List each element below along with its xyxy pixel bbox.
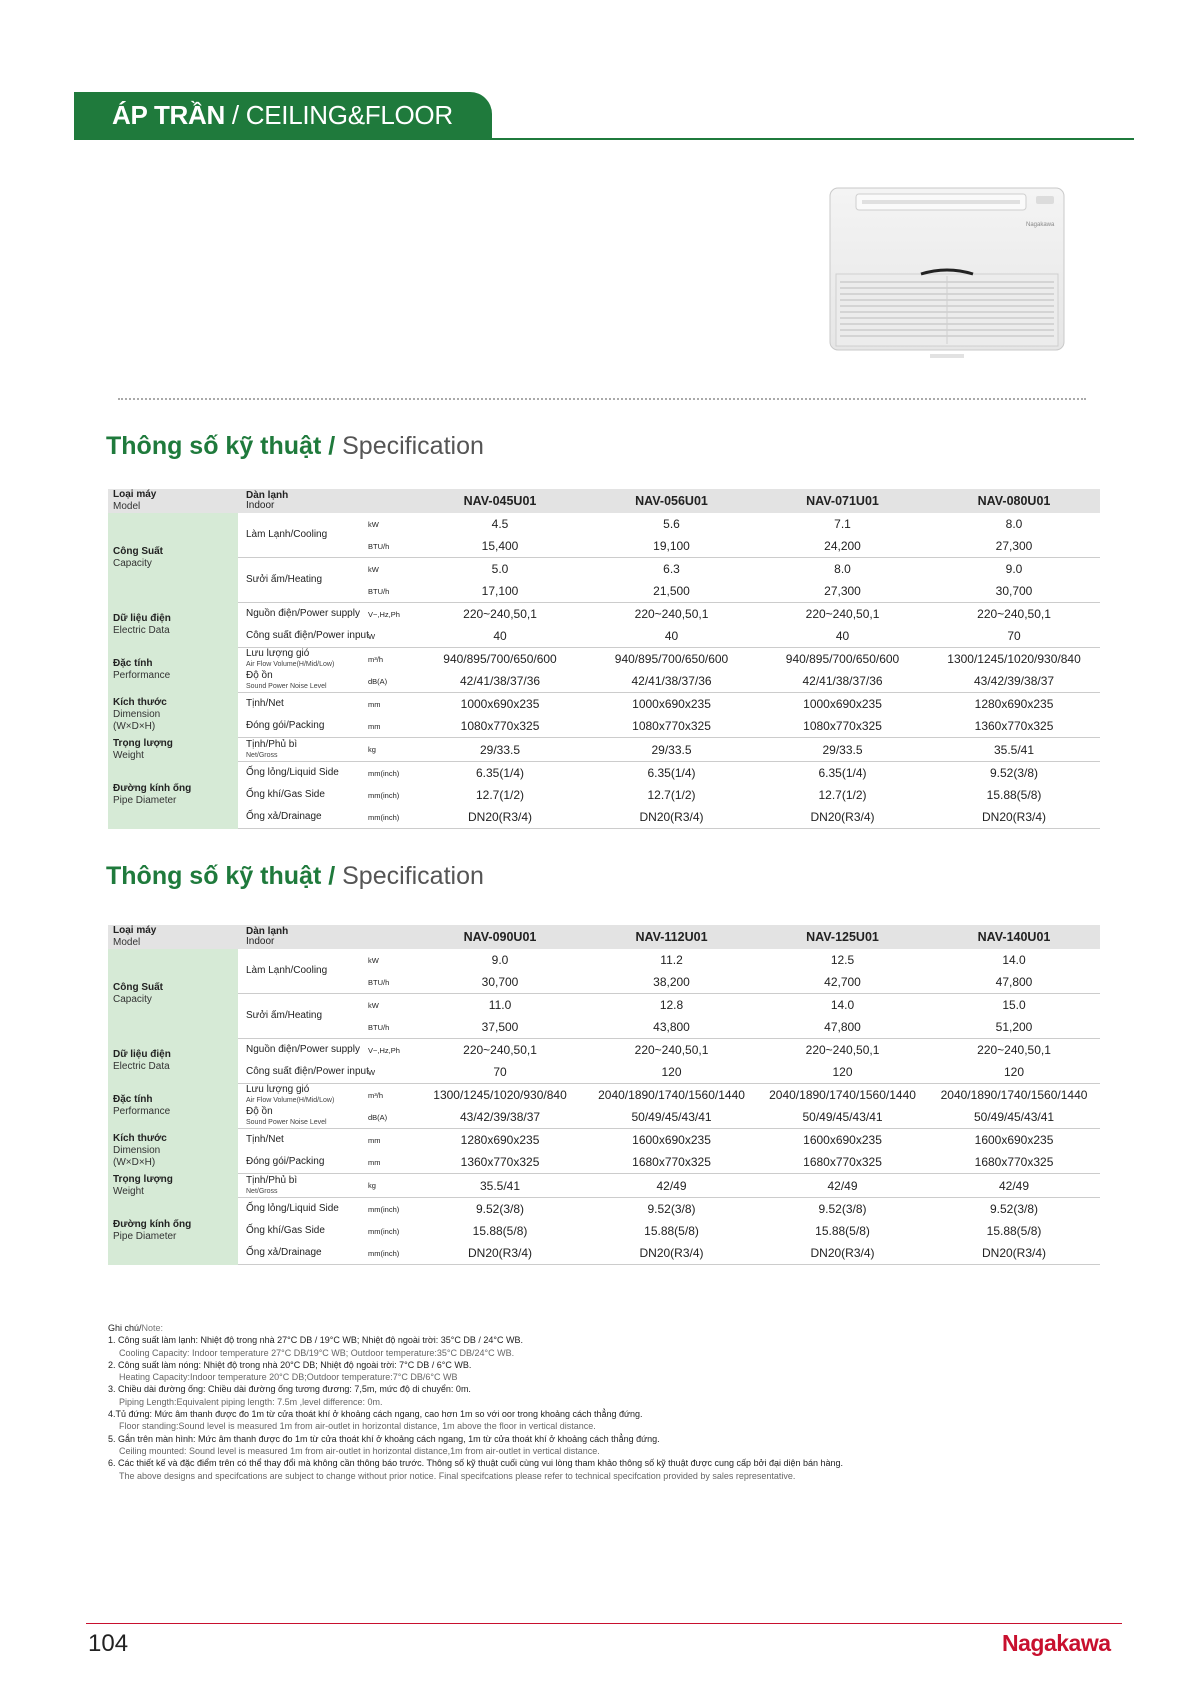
noise-label-en: Sound Power Noise Level — [246, 1119, 327, 1126]
page-number: 104 — [88, 1630, 129, 1657]
notes-heading-vn: Ghi chú/ — [108, 1323, 142, 1333]
airflow-value: 940/895/700/650/600 — [757, 648, 928, 671]
noise-label — [238, 670, 364, 693]
power-supply-value: 220~240,50,1 — [586, 603, 757, 626]
weight-label — [108, 1174, 238, 1198]
weight-value: 29/33.5 — [414, 738, 586, 762]
section-banner — [74, 92, 492, 140]
notes-list — [108, 1334, 1108, 1482]
power-input-value: 70 — [493, 1065, 507, 1079]
noise-value: 43/42/39/38/37 — [459, 1110, 541, 1124]
cooling-kw-value: 7.1 — [834, 517, 851, 531]
netgross-label-vn: Tịnh/Phủ bì — [246, 738, 298, 750]
cooling-btu-value: 27,300 — [995, 539, 1033, 553]
weight-label — [108, 738, 238, 762]
netgross-label-en: Net/Gross — [246, 751, 278, 759]
unit-m3h: m³/h — [364, 1084, 414, 1107]
power-input-value: 120 — [1004, 1065, 1025, 1079]
spec-title-sep: / — [321, 432, 343, 460]
cooling-label: Làm Lạnh/Cooling — [246, 529, 328, 540]
power-input-value: 120 — [832, 1065, 853, 1079]
weight-value: 42/49 — [586, 1174, 757, 1198]
group-label-en: Electric Data — [113, 1061, 170, 1072]
airflow-label-vn: Lưu lượng gió — [246, 648, 310, 659]
dim-pack-value: 1680x770x325 — [803, 1155, 882, 1169]
drain-value: DN20(R3/4) — [928, 1242, 1100, 1265]
unit-vhzph: V~,Hz,Ph — [364, 603, 414, 626]
dim-net-value: 1280x690x235 — [414, 1129, 586, 1152]
model-name: NAV-045U01 — [414, 489, 586, 513]
airflow-value: 1300/1245/1020/930/840 — [414, 1084, 586, 1107]
model-name: NAV-056U01 — [586, 489, 757, 513]
gas-label: Ống khí/Gas Side — [246, 1225, 325, 1236]
unit-w: W — [368, 1067, 376, 1077]
table-row-model — [108, 925, 1100, 949]
unit-w: W — [368, 631, 376, 641]
airflow-value: 940/895/700/650/600 — [586, 648, 757, 671]
power-supply-value: 220~240,50,1 — [928, 603, 1100, 626]
cooling-btu-value: 42,700 — [824, 975, 861, 989]
weight-value: 29/33.5 — [757, 738, 928, 762]
group-label-en: Performance — [113, 670, 171, 681]
table-row-drain — [108, 1242, 1100, 1265]
table-row-heating-kw — [108, 558, 1100, 581]
airflow-label-en: Air Flow Volume(H/Mid/Low) — [246, 661, 335, 668]
spec-table-2 — [108, 925, 1100, 1265]
cooling-kw-value: 5.6 — [663, 517, 680, 531]
cooling-btu-value: 38,200 — [653, 975, 690, 989]
unit-kw: kW — [368, 955, 379, 965]
unit-mm: mm — [364, 693, 414, 716]
heating-btu-value: 43,800 — [653, 1020, 690, 1034]
heating-kw-value: 11.0 — [414, 994, 586, 1017]
table-row-gas — [108, 1220, 1100, 1242]
drain-value: DN20(R3/4) — [414, 1242, 586, 1265]
note-vn: 1. Công suất làm lạnh: Nhiệt độ trong nhà 27°C DB / 19°C WB; Nhiệt độ ngoài trời: 35°C DB / 24°C WB. — [108, 1335, 523, 1346]
banner-underline — [74, 138, 1134, 140]
airflow-value: 2040/1890/1740/1560/1440 — [757, 1084, 928, 1107]
heating-kw-value: 5.0 — [414, 558, 586, 581]
dimension-label — [108, 693, 238, 738]
drain-value: DN20(R3/4) — [414, 806, 586, 829]
dim-net-value: 1000x690x235 — [586, 693, 757, 716]
table-row-dim-net — [108, 693, 1100, 716]
table-row-liquid — [108, 1198, 1100, 1221]
group-label-vn: Kích thước — [113, 1133, 167, 1144]
unit-dba: dB(A) — [368, 676, 388, 686]
pipe-label — [108, 762, 238, 829]
liquid-value: 9.52(3/8) — [928, 762, 1100, 785]
spec-title-vn: Thông số kỹ thuật — [106, 862, 322, 890]
unit-btuh: BTU/h — [368, 1022, 390, 1032]
unit-kg: kg — [364, 1174, 414, 1198]
power-input-value: 40 — [835, 629, 850, 643]
airflow-value: 1300/1245/1020/930/840 — [928, 648, 1100, 671]
power-input-value: 120 — [661, 1065, 682, 1079]
unit-dba: dB(A) — [368, 1112, 388, 1122]
ceiling-floor-unit-image — [826, 184, 1068, 364]
noise-label-vn: Độ ồn — [246, 1106, 273, 1117]
power-supply-value: 220~240,50,1 — [757, 603, 928, 626]
group-label-vn: Đặc tính — [113, 658, 153, 669]
noise-value: 50/49/45/43/41 — [973, 1110, 1055, 1124]
drain-label: Ống xả/Drainage — [238, 806, 364, 829]
model-name: NAV-071U01 — [757, 489, 928, 513]
table-row-heating-kw — [108, 994, 1100, 1017]
dim-pack-value: 1080x770x325 — [632, 719, 711, 733]
weight-value: 35.5/41 — [928, 738, 1100, 762]
gas-value: 15.88(5/8) — [986, 788, 1042, 802]
note-vn: 5. Gắn trên màn hình: Mức âm thanh được đo 1m từ cửa thoát khí ở khoảng cách ngang, 1m từ cửa thoát khí ở khoảng cách thẳng đứng. — [108, 1433, 660, 1444]
unit-mm: mm — [364, 1129, 414, 1152]
power-supply-value: 220~240,50,1 — [414, 603, 586, 626]
group-label-en: Electric Data — [113, 625, 170, 636]
indoor-label-vn: Dàn lạnh — [246, 490, 289, 501]
spec-title-vn: Thông số kỹ thuật — [106, 432, 322, 460]
note-vn: 3. Chiều dài đường ống: Chiều dài đường ống tương đương: 7,5m, mức độ di chuyển: 0m. — [108, 1384, 471, 1395]
net-label: Tịnh/Net — [238, 1129, 364, 1152]
airflow-value: 940/895/700/650/600 — [414, 648, 586, 671]
power-input-label: Công suất điện/Power input — [246, 630, 369, 641]
spec-title-1 — [106, 432, 484, 461]
power-supply-value: 220~240,50,1 — [586, 1039, 757, 1062]
weight-value: 42/49 — [928, 1174, 1100, 1198]
unit-mminch: mm(inch) — [364, 1242, 414, 1265]
dim-net-value: 1600x690x235 — [586, 1129, 757, 1152]
heating-kw-value: 6.3 — [586, 558, 757, 581]
airflow-label-en: Air Flow Volume(H/Mid/Low) — [246, 1097, 335, 1104]
cooling-kw-value: 11.2 — [660, 953, 683, 967]
notes-heading-en: Note: — [141, 1323, 164, 1333]
unit-mminch: mm(inch) — [364, 806, 414, 829]
group-label-en: Dimension — [113, 1145, 161, 1156]
group-label-vn: Trọng lượng — [113, 1173, 173, 1185]
power-input-label: Công suất điện/Power input — [246, 1066, 369, 1077]
noise-value: 50/49/45/43/41 — [631, 1110, 712, 1124]
unit-kw: kW — [364, 994, 414, 1017]
power-input-value: 40 — [664, 629, 679, 643]
spec-title-en: Specification — [342, 862, 484, 890]
group-label-en: Model — [113, 937, 141, 948]
heating-btu-value: 47,800 — [824, 1020, 861, 1034]
liquid-label: Ống lỏng/Liquid Side — [238, 1198, 364, 1221]
drain-label: Ống xả/Drainage — [238, 1242, 364, 1265]
heating-kw-value: 8.0 — [757, 558, 928, 581]
liquid-label: Ống lỏng/Liquid Side — [238, 762, 364, 785]
drain-value: DN20(R3/4) — [586, 806, 757, 829]
electric-label — [108, 603, 238, 648]
table-row-gas — [108, 784, 1100, 806]
note-en: The above designs and specifcations are subject to change without prior notice. Final specifcations please refer to technical specifcation provided by sales representative. — [119, 1470, 796, 1481]
model-name: NAV-112U01 — [586, 925, 757, 949]
cooling-kw-value: 4.5 — [491, 517, 509, 531]
unit-mminch: mm(inch) — [364, 1198, 414, 1221]
section-title — [112, 100, 453, 131]
group-label-vn: Kích thước — [113, 697, 167, 708]
unit-brand-label: Nagakawa — [1026, 222, 1055, 228]
cooling-kw-value: 14.0 — [1002, 953, 1026, 967]
group-label-vn: Trọng lượng — [113, 737, 173, 749]
note-vn: 6. Các thiết kế và đặc điểm trên có thể thay đổi mà không cần thông báo trước. Thông số kỹ thuật cuối cùng vui lòng tham khảo thông số kỹ thuật được cung cấp bởi đại diện bán hàng. — [108, 1458, 844, 1469]
gas-value: 15.88(5/8) — [815, 1224, 870, 1238]
dim-net-value: 1280x690x235 — [928, 693, 1100, 716]
spec-title-en: Specification — [342, 432, 484, 460]
power-supply-label: Nguồn điện/Power supply — [238, 603, 364, 626]
group-label-en: Pipe Diameter — [113, 1231, 177, 1242]
power-supply-value: 220~240,50,1 — [757, 1039, 928, 1062]
heating-kw-value: 15.0 — [928, 994, 1100, 1017]
table-row-model — [108, 489, 1100, 513]
indoor-label — [238, 925, 414, 949]
note-vn: 4.Tủ đứng: Mức âm thanh được đo 1m từ cửa thoát khí ở khoảng cách ngang, cao hơn 1m so với oor trong khoảng cách thẳng đứng. — [108, 1409, 643, 1420]
noise-value: 42/41/38/37/36 — [631, 674, 712, 688]
table-row-noise — [108, 670, 1100, 693]
weight-value: 42/49 — [757, 1174, 928, 1198]
table-row-dim-pack — [108, 1151, 1100, 1174]
dim-pack-value: 1360x770x325 — [460, 1155, 540, 1169]
dimension-wdh: (W×D×H) — [113, 721, 156, 732]
table-row-liquid — [108, 762, 1100, 785]
table-row-cooling-kw — [108, 513, 1100, 535]
packing-label: Đóng gói/Packing — [246, 1156, 325, 1167]
table-row-power-input — [108, 1061, 1100, 1084]
notes-heading — [108, 1322, 1108, 1334]
spec-title-sep: / — [321, 862, 343, 890]
unit-mm: mm — [368, 1157, 381, 1167]
table-row-airflow — [108, 648, 1100, 671]
cooling-btu-value: 19,100 — [653, 539, 690, 553]
unit-kw: kW — [368, 519, 379, 529]
dim-net-value: 1600x690x235 — [757, 1129, 928, 1152]
power-input-value: 70 — [1007, 629, 1021, 643]
netgross-label-en: Net/Gross — [246, 1187, 278, 1195]
model-label — [108, 489, 238, 513]
unit-vhzph: V~,Hz,Ph — [364, 1039, 414, 1062]
dim-pack-value: 1680x770x325 — [974, 1155, 1054, 1169]
group-label-vn: Dữ liệu điện — [113, 613, 171, 624]
group-label-vn: Công Suất — [113, 545, 163, 557]
table-row-dim-net — [108, 1129, 1100, 1152]
unit-mminch: mm(inch) — [364, 762, 414, 785]
noise-label-en: Sound Power Noise Level — [246, 683, 327, 690]
table-row-cooling-kw — [108, 949, 1100, 971]
dim-pack-value: 1360x770x325 — [974, 719, 1054, 733]
unit-mm: mm — [368, 721, 381, 731]
dim-pack-value: 1680x770x325 — [632, 1155, 711, 1169]
cooling-kw-value: 8.0 — [1005, 517, 1023, 531]
indoor-label-en: Indoor — [246, 936, 275, 947]
heating-btu-value: 51,200 — [995, 1020, 1033, 1034]
liquid-value: 9.52(3/8) — [586, 1198, 757, 1221]
model-name: NAV-080U01 — [928, 489, 1100, 513]
electric-label — [108, 1039, 238, 1084]
power-supply-value: 220~240,50,1 — [928, 1039, 1100, 1062]
cooling-label: Làm Lạnh/Cooling — [246, 965, 328, 976]
gas-label: Ống khí/Gas Side — [246, 789, 325, 800]
table-row-drain — [108, 806, 1100, 829]
netgross-label — [238, 1174, 364, 1198]
dimension-wdh: (W×D×H) — [113, 1157, 156, 1168]
unit-m3h: m³/h — [364, 648, 414, 671]
cooling-kw-value: 9.0 — [491, 953, 509, 967]
net-label: Tịnh/Net — [238, 693, 364, 716]
group-label-vn: Dữ liệu điện — [113, 1049, 171, 1060]
table-row-weight — [108, 1174, 1100, 1198]
heating-label: Sưởi ấm/Heating — [238, 994, 364, 1039]
capacity-label — [108, 513, 238, 603]
note-en: Cooling Capacity: Indoor temperature 27°C DB/19°C WB; Outdoor temperature:35°C DB/24°C WB. — [119, 1347, 515, 1358]
power-supply-value: 220~240,50,1 — [414, 1039, 586, 1062]
airflow-label — [238, 1084, 364, 1107]
note-vn: 2. Công suất làm nóng: Nhiệt độ trong nhà 20°C DB; Nhiệt độ ngoài trời: 7°C DB / 6°C WB. — [108, 1359, 472, 1370]
noise-value: 50/49/45/43/41 — [802, 1110, 883, 1124]
table-row-noise — [108, 1106, 1100, 1129]
notes-block — [108, 1322, 1108, 1482]
heating-btu-value: 17,100 — [481, 584, 519, 598]
indoor-label-en: Indoor — [246, 500, 275, 511]
liquid-value: 9.52(3/8) — [757, 1198, 928, 1221]
group-label-en: Pipe Diameter — [113, 795, 177, 806]
table-row-power-supply — [108, 603, 1100, 626]
gas-value: 12.7(1/2) — [647, 788, 696, 802]
dim-pack-value: 1080x770x325 — [460, 719, 540, 733]
gas-value: 15.88(5/8) — [472, 1224, 528, 1238]
noise-label — [238, 1106, 364, 1129]
unit-kw: kW — [364, 558, 414, 581]
cooling-btu-value: 30,700 — [481, 975, 519, 989]
table-row-weight — [108, 738, 1100, 762]
cooling-btu-value: 15,400 — [481, 539, 519, 553]
note-en: Heating Capacity:Indoor temperature 20°C DB;Outdoor temperature:7°C DB/6°C WB — [119, 1372, 458, 1383]
group-label-en: Capacity — [113, 557, 152, 569]
heating-btu-value: 21,500 — [653, 584, 690, 598]
power-input-value: 40 — [493, 629, 507, 643]
weight-value: 35.5/41 — [414, 1174, 586, 1198]
section-title-en: CEILING&FLOOR — [245, 100, 453, 130]
cooling-btu-value: 47,800 — [995, 975, 1033, 989]
liquid-value: 9.52(3/8) — [414, 1198, 586, 1221]
liquid-value: 6.35(1/4) — [414, 762, 586, 785]
heating-kw-value: 12.8 — [586, 994, 757, 1017]
table-row-airflow — [108, 1084, 1100, 1107]
group-label-vn: Loại máy — [113, 489, 157, 500]
dotted-divider — [118, 398, 1086, 400]
group-label-vn: Đường kính ống — [113, 1219, 192, 1230]
airflow-value: 2040/1890/1740/1560/1440 — [586, 1084, 757, 1107]
unit-mminch: mm(inch) — [368, 1226, 400, 1236]
gas-value: 12.7(1/2) — [818, 788, 867, 802]
unit-mminch: mm(inch) — [368, 790, 400, 800]
heating-kw-value: 14.0 — [757, 994, 928, 1017]
gas-value: 15.88(5/8) — [986, 1224, 1042, 1238]
model-label — [108, 925, 238, 949]
weight-value: 29/33.5 — [586, 738, 757, 762]
gas-value: 12.7(1/2) — [476, 788, 525, 802]
indoor-label — [238, 489, 414, 513]
noise-value: 42/41/38/37/36 — [802, 674, 883, 688]
model-name: NAV-090U01 — [414, 925, 586, 949]
unit-btuh: BTU/h — [368, 977, 390, 987]
brand-logo: Nagakawa — [1002, 1630, 1111, 1656]
note-en: Ceiling mounted: Sound level is measured 1m from air-outlet in horizontal distance,1m from air-outlet in vertical distance. — [119, 1445, 600, 1456]
footer-rule — [86, 1623, 1122, 1624]
drain-value: DN20(R3/4) — [757, 806, 928, 829]
drain-value: DN20(R3/4) — [586, 1242, 757, 1265]
noise-value: 43/42/39/38/37 — [973, 674, 1055, 688]
unit-kg: kg — [364, 738, 414, 762]
group-label-en: Dimension — [113, 709, 161, 720]
heating-btu-value: 37,500 — [481, 1020, 519, 1034]
liquid-value: 6.35(1/4) — [757, 762, 928, 785]
drain-value: DN20(R3/4) — [928, 806, 1100, 829]
heating-btu-value: 30,700 — [995, 584, 1033, 598]
note-en: Piping Length:Equivalent piping length: 7.5m ,level difference: 0m. — [119, 1396, 383, 1407]
packing-label: Đóng gói/Packing — [246, 720, 325, 731]
heating-btu-value: 27,300 — [824, 584, 861, 598]
table-row-dim-pack — [108, 715, 1100, 738]
unit-btuh: BTU/h — [368, 586, 390, 596]
model-name: NAV-140U01 — [928, 925, 1100, 949]
drain-value: DN20(R3/4) — [757, 1242, 928, 1265]
performance-label — [108, 648, 238, 693]
dim-net-value: 1000x690x235 — [414, 693, 586, 716]
section-title-vn: ÁP TRẦN — [112, 100, 225, 130]
note-en: Floor standing:Sound level is measured 1m from air-outlet in horizontal distance, 1m above the floor in vertical distance. — [119, 1421, 596, 1432]
liquid-value: 6.35(1/4) — [586, 762, 757, 785]
group-label-en: Weight — [113, 749, 144, 761]
heating-label: Sưởi ấm/Heating — [238, 558, 364, 603]
group-label-vn: Công Suất — [113, 981, 163, 993]
dim-net-value: 1000x690x235 — [757, 693, 928, 716]
dim-net-value: 1600x690x235 — [928, 1129, 1100, 1152]
dim-pack-value: 1080x770x325 — [803, 719, 882, 733]
model-name: NAV-125U01 — [757, 925, 928, 949]
airflow-value: 2040/1890/1740/1560/1440 — [928, 1084, 1100, 1107]
noise-value: 42/41/38/37/36 — [459, 674, 541, 688]
performance-label — [108, 1084, 238, 1129]
cooling-btu-value: 24,200 — [824, 539, 861, 553]
spec-title-2 — [106, 862, 484, 891]
airflow-label — [238, 648, 364, 671]
unit-btuh: BTU/h — [368, 541, 390, 551]
group-label-en: Model — [113, 501, 141, 512]
group-label-en: Performance — [113, 1106, 171, 1117]
table-row-power-input — [108, 625, 1100, 648]
gas-value: 15.88(5/8) — [644, 1224, 699, 1238]
netgross-label — [238, 738, 364, 762]
section-title-sep: / — [224, 100, 246, 130]
group-label-vn: Đường kính ống — [113, 783, 192, 794]
indoor-label-vn: Dàn lạnh — [246, 926, 289, 937]
group-label-vn: Loại máy — [113, 925, 157, 936]
cooling-kw-value: 12.5 — [830, 953, 855, 967]
spec-table-1 — [108, 489, 1100, 829]
liquid-value: 9.52(3/8) — [928, 1198, 1100, 1221]
noise-label-vn: Độ ồn — [246, 670, 273, 681]
dimension-label — [108, 1129, 238, 1174]
heating-kw-value: 9.0 — [928, 558, 1100, 581]
pipe-label — [108, 1198, 238, 1265]
group-label-vn: Đặc tính — [113, 1094, 153, 1105]
airflow-label-vn: Lưu lượng gió — [246, 1084, 310, 1095]
group-label-en: Capacity — [113, 993, 152, 1005]
group-label-en: Weight — [113, 1185, 144, 1197]
capacity-label — [108, 949, 238, 1039]
netgross-label-vn: Tịnh/Phủ bì — [246, 1174, 298, 1186]
table-row-power-supply — [108, 1039, 1100, 1062]
power-supply-label: Nguồn điện/Power supply — [238, 1039, 364, 1062]
